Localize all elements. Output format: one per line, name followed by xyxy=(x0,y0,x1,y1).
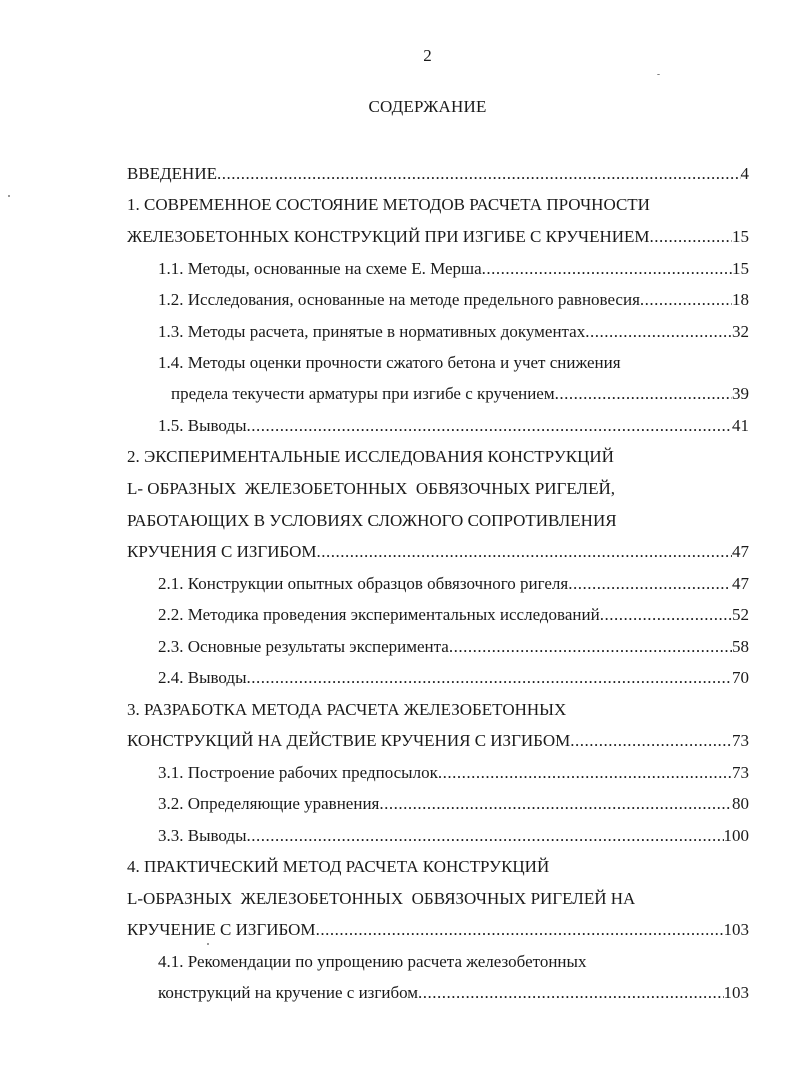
toc-page-number: 80 xyxy=(732,794,749,813)
toc-entry-chapter-4[interactable]: 4. ПРАКТИЧЕСКИЙ МЕТОД РАСЧЕТА КОНСТРУКЦИЙ xyxy=(127,857,550,876)
toc-entry-2-4[interactable]: 2.4. Выводы ..... 70 xyxy=(158,666,749,690)
toc-entry-1-5[interactable]: 1.5. Выводы ..... 41 xyxy=(158,414,749,438)
page-number: 2 xyxy=(423,46,432,65)
toc-entry-4-1-cont[interactable]: конструкций на кручение с изгибом ..... 103 xyxy=(158,981,749,1005)
toc-page-number: 47 xyxy=(732,542,749,561)
scan-speck xyxy=(8,195,10,197)
toc-page-number: 47 xyxy=(727,574,749,593)
toc-page-number: 73 xyxy=(732,731,749,750)
toc-entry-chapter-3-cont[interactable]: КОНСТРУКЦИЙ НА ДЕЙСТВИЕ КРУЧЕНИЯ С ИЗГИБОМ ..... 73 xyxy=(127,729,749,753)
scan-speck xyxy=(207,943,209,945)
toc-entry-1-3[interactable]: 1.3. Методы расчета, принятые в нормативных документах ..... 32 xyxy=(158,320,749,344)
toc-entry-1-4-cont[interactable]: предела текучести арматуры при изгибе с кручением ..... 39 xyxy=(171,382,749,406)
toc-page-number: 100 xyxy=(723,826,749,845)
toc-entry-1-4[interactable]: 1.4. Методы оценки прочности сжатого бетона и учет снижения xyxy=(158,353,621,372)
toc-page-number: 4 xyxy=(740,164,749,183)
toc-entry-chapter-2-cont-3[interactable]: КРУЧЕНИЯ С ИЗГИБОМ ..... 47 xyxy=(127,540,749,564)
page-title: СОДЕРЖАНИЕ xyxy=(368,97,487,116)
toc-entry-1-1[interactable]: 1.1. Методы, основанные на схеме Е. Мерша ..... 15 xyxy=(158,257,749,281)
toc-page-number: 103 xyxy=(723,920,749,939)
toc-page-number: 39 xyxy=(732,384,749,403)
toc-entry-chapter-1-cont[interactable]: ЖЕЛЕЗОБЕТОННЫХ КОНСТРУКЦИЙ ПРИ ИЗГИБЕ С КРУЧЕНИЕМ ..... 15 xyxy=(127,225,749,249)
toc-page-number: 18 xyxy=(732,290,749,309)
toc-entry-3-3[interactable]: 3.3. Выводы ..... 100 xyxy=(158,824,749,848)
toc-page-number: 41 xyxy=(732,416,749,435)
toc-entry-chapter-3[interactable]: 3. РАЗРАБОТКА МЕТОДА РАСЧЕТА ЖЕЛЕЗОБЕТОННЫХ xyxy=(127,700,567,719)
toc-page-number: 15 xyxy=(732,227,749,246)
toc-entry-3-1[interactable]: 3.1. Построение рабочих предпосылок ..... 73 xyxy=(158,761,749,785)
toc-entry-chapter-2-cont-2[interactable]: РАБОТАЮЩИХ В УСЛОВИЯХ СЛОЖНОГО СОПРОТИВЛЕНИЯ xyxy=(127,511,617,530)
toc-entry-chapter-2-cont-1[interactable]: L- ОБРАЗНЫХ ЖЕЛЕЗОБЕТОННЫХ ОБВЯЗОЧНЫХ РИГЕЛЕЙ, xyxy=(127,479,615,498)
toc-page-number: 32 xyxy=(732,322,749,341)
toc-page-number: 103 xyxy=(723,983,749,1002)
toc-entry-chapter-1[interactable]: 1. СОВРЕМЕННОЕ СОСТОЯНИЕ МЕТОДОВ РАСЧЕТА ПРОЧНОСТИ xyxy=(127,195,650,214)
scan-speck xyxy=(657,74,660,75)
toc-entry-introduction[interactable]: ВВЕДЕНИЕ ..... 4 xyxy=(127,162,749,186)
toc-entry-4-1[interactable]: 4.1. Рекомендации по упрощению расчета железобетонных xyxy=(158,952,587,971)
toc-page-number: 70 xyxy=(732,668,749,687)
toc-entry-2-2[interactable]: 2.2. Методика проведения экспериментальных исследований ..... 52 xyxy=(158,603,749,627)
toc-page-number: 58 xyxy=(732,637,749,656)
toc-entry-chapter-4-cont-1[interactable]: L-ОБРАЗНЫХ ЖЕЛЕЗОБЕТОННЫХ ОБВЯЗОЧНЫХ РИГЕЛЕЙ НА xyxy=(127,889,636,908)
toc-entry-1-2[interactable]: 1.2. Исследования, основанные на методе предельного равновесия ..... 18 xyxy=(158,288,749,312)
toc-page-number: 52 xyxy=(732,605,749,624)
toc-entry-chapter-2[interactable]: 2. ЭКСПЕРИМЕНТАЛЬНЫЕ ИССЛЕДОВАНИЯ КОНСТРУКЦИЙ xyxy=(127,447,614,466)
toc-page-number: 73 xyxy=(732,763,749,782)
toc-entry-3-2[interactable]: 3.2. Определяющие уравнения ..... 80 xyxy=(158,792,749,816)
toc-entry-chapter-4-cont-2[interactable]: КРУЧЕНИЕ С ИЗГИБОМ ..... 103 xyxy=(127,918,749,942)
toc-entry-2-3[interactable]: 2.3. Основные результаты эксперимента ..... 58 xyxy=(158,635,749,659)
toc-entry-2-1[interactable]: 2.1. Конструкции опытных образцов обвязочного ригеля ..... 47 xyxy=(158,572,749,596)
toc-page-number: 15 xyxy=(732,259,749,278)
